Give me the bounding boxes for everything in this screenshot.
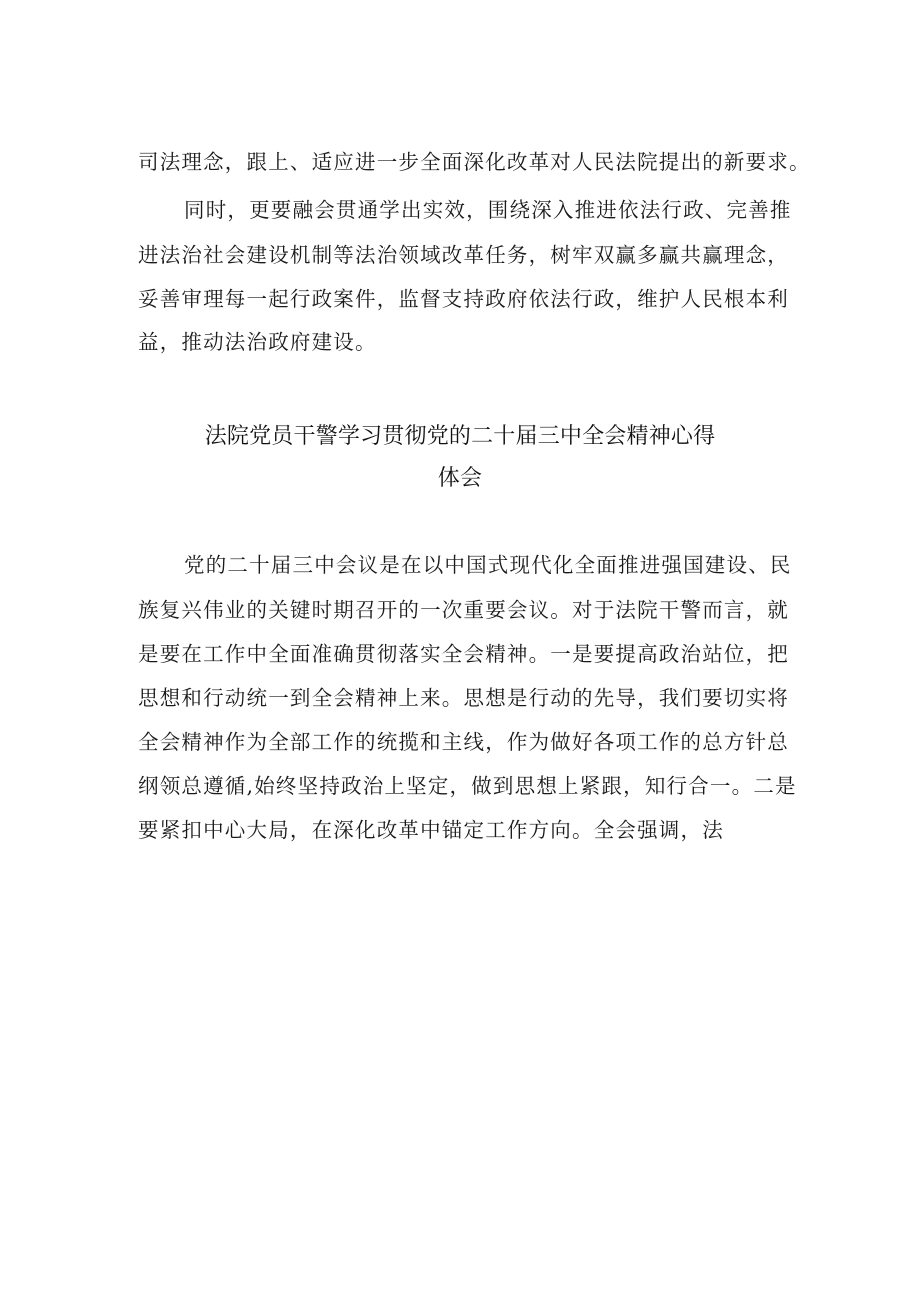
paragraph-1-line: 进法治社会建设机制等法治领域改革任务，树牢双赢多赢共赢理念，	[138, 243, 789, 267]
article-title-line-2: 体会	[437, 466, 483, 491]
article-title-line-1: 法院党员干警学习贯彻党的二十届三中全会精神心得	[204, 424, 716, 449]
paragraph-2-line: 族复兴伟业的关键时期召开的一次重要会议。对于法院干警而言，就	[138, 598, 789, 622]
continued-paragraph-line: 司法理念，跟上、适应进一步全面深化改革对人民法院提出的新要求。	[138, 150, 811, 174]
paragraph-2-line: 纲领总遵循,始终坚持政治上坚定，做到思想上紧跟，知行合一。二是	[138, 774, 797, 798]
paragraph-1-line: 妥善审理每一起行政案件，监督支持政府依法行政，维护人民根本利	[138, 287, 789, 311]
paragraph-2-line: 思想和行动统一到全会精神上来。思想是行动的先导，我们要切实将	[138, 686, 789, 710]
paragraph-2-line: 是要在工作中全面准确贯彻落实全会精神。一是要提高政治站位，把	[138, 642, 789, 666]
paragraph-2-line: 要紧扣中心大局，在深化改革中锚定工作方向。全会强调，法	[138, 818, 724, 842]
paragraph-2-line: 全会精神作为全部工作的统揽和主线，作为做好各项工作的总方针总	[138, 730, 789, 754]
paragraph-1-line: 同时，更要融会贯通学出实效，围绕深入推进依法行政、完善推	[184, 198, 792, 222]
paragraph-2-line: 党的二十届三中会议是在以中国式现代化全面推进强国建设、民	[184, 553, 792, 577]
paragraph-1-line: 益，推动法治政府建设。	[138, 330, 377, 354]
